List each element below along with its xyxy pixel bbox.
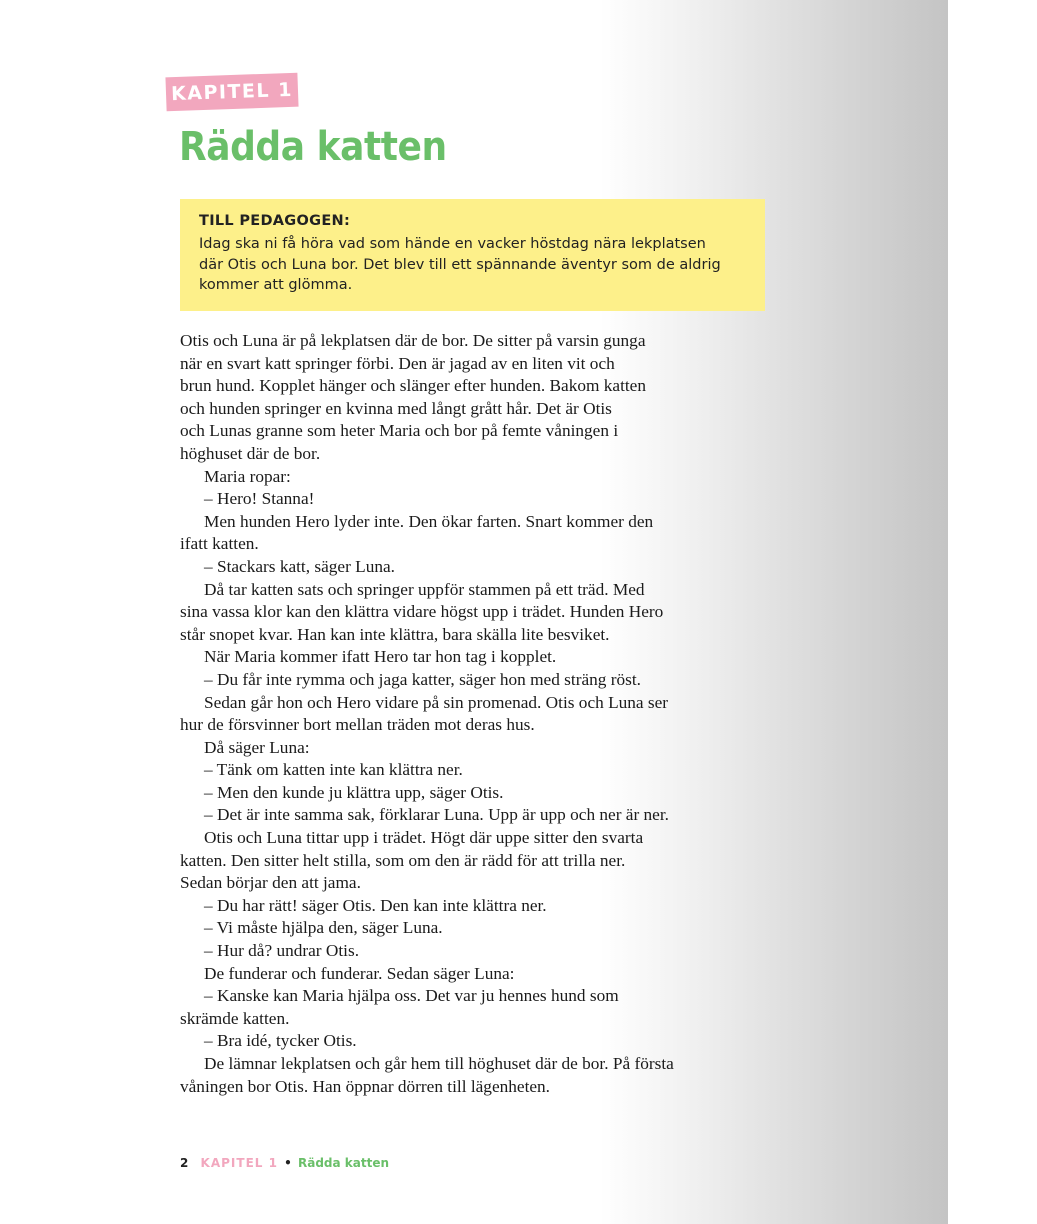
page-footer (180, 1156, 389, 1170)
teacher-note-box (180, 199, 765, 311)
story-paragraph: – Stackars katt, säger Luna. (204, 556, 395, 576)
story-line: brun hund. Kopplet hänger och slänger efter hunden. Bakom katten (180, 376, 646, 396)
story-line: sina vassa klor kan den klättra vidare högst upp i trädet. Hunden Hero (180, 602, 664, 622)
story-paragraph: – Hero! Stanna! (204, 489, 315, 509)
story-paragraph: – Tänk om katten inte kan klättra ner. (204, 760, 463, 780)
story-paragraph (180, 579, 770, 647)
story-paragraph: – Bra idé, tycker Otis. (204, 1031, 357, 1051)
story-paragraph (180, 511, 770, 556)
story-line: höghuset där de bor. (180, 443, 321, 463)
story-line: Otis och Luna tittar upp i trädet. Högt där uppe sitter den svarta (204, 828, 644, 848)
story-paragraph (180, 827, 770, 895)
story-line: Då tar katten sats och springer uppför stammen på ett träd. Med (204, 579, 645, 599)
footer-separator: • (284, 1156, 292, 1170)
story-line: katten. Den sitter helt stilla, som om den är rädd för att trilla ner. (180, 850, 626, 870)
story-line: ifatt katten. (180, 534, 259, 554)
story-line: Sedan går hon och Hero vidare på sin promenad. Otis och Luna ser (204, 692, 669, 712)
story-paragraph: – Men den kunde ju klättra upp, säger Otis. (204, 782, 504, 802)
note-line: där Otis och Luna bor. Det blev till ett spännande äventyr som de aldrig (199, 256, 721, 273)
story-line: Otis och Luna är på lekplatsen där de bor. De sitter på varsin gunga (180, 331, 646, 350)
story-paragraph: – Hur då? undrar Otis. (204, 941, 360, 961)
note-text (199, 234, 747, 296)
story-line: hur de försvinner bort mellan träden mot deras hus. (180, 715, 535, 735)
story-paragraph: – Du får inte rymma och jaga katter, säger hon med sträng röst. (204, 669, 641, 689)
story-paragraph: De funderar och funderar. Sedan säger Luna: (204, 963, 515, 983)
story-line: och hunden springer en kvinna med långt grått hår. Det är Otis (180, 398, 612, 418)
footer-chapter: KAPITEL 1 (200, 1156, 278, 1170)
story-line: skrämde katten. (180, 1008, 290, 1028)
page-margin (948, 0, 1037, 1224)
page-title: Rädda katten (179, 124, 447, 170)
story-line: när en svart katt springer förbi. Den är jagad av en liten vit och (180, 353, 615, 373)
story-line: och Lunas granne som heter Maria och bor på femte våningen i (180, 421, 619, 441)
story-line: våningen bor Otis. Han öppnar dörren till lägenheten. (180, 1076, 551, 1096)
story-paragraph: – Du har rätt! säger Otis. Den kan inte klättra ner. (204, 895, 547, 915)
story-paragraph: – Vi måste hjälpa den, säger Luna. (204, 918, 443, 938)
page-number: 2 (180, 1156, 189, 1170)
story-line: står snopet kvar. Han kan inte klättra, bara skälla lite besviket. (180, 624, 610, 644)
story-line: De lämnar lekplatsen och går hem till höghuset där de bor. På första (204, 1054, 674, 1073)
story-paragraph (180, 1053, 770, 1098)
chapter-label: KAPITEL 1 (165, 73, 298, 112)
story-text (180, 330, 770, 1098)
story-paragraph: – Det är inte samma sak, förklarar Luna. Upp är upp och ner är ner. (204, 805, 669, 825)
story-paragraph (180, 985, 770, 1030)
note-heading: TILL PEDAGOGEN: (199, 213, 351, 229)
note-line: Idag ska ni få höra vad som hände en vacker höstdag nära lekplatsen (199, 236, 706, 252)
story-paragraph (180, 692, 770, 737)
story-paragraph: Då säger Luna: (204, 737, 310, 757)
story-line: Men hunden Hero lyder inte. Den ökar farten. Snart kommer den (204, 511, 654, 531)
story-line: Sedan börjar den att jama. (180, 873, 361, 893)
footer-title: Rädda katten (298, 1156, 390, 1170)
story-line: – Kanske kan Maria hjälpa oss. Det var ju hennes hund som (204, 986, 619, 1006)
story-paragraph: När Maria kommer ifatt Hero tar hon tag i kopplet. (204, 647, 557, 667)
story-paragraph: Maria ropar: (204, 466, 291, 486)
note-line: kommer att glömma. (199, 277, 353, 293)
story-paragraph (180, 330, 770, 466)
